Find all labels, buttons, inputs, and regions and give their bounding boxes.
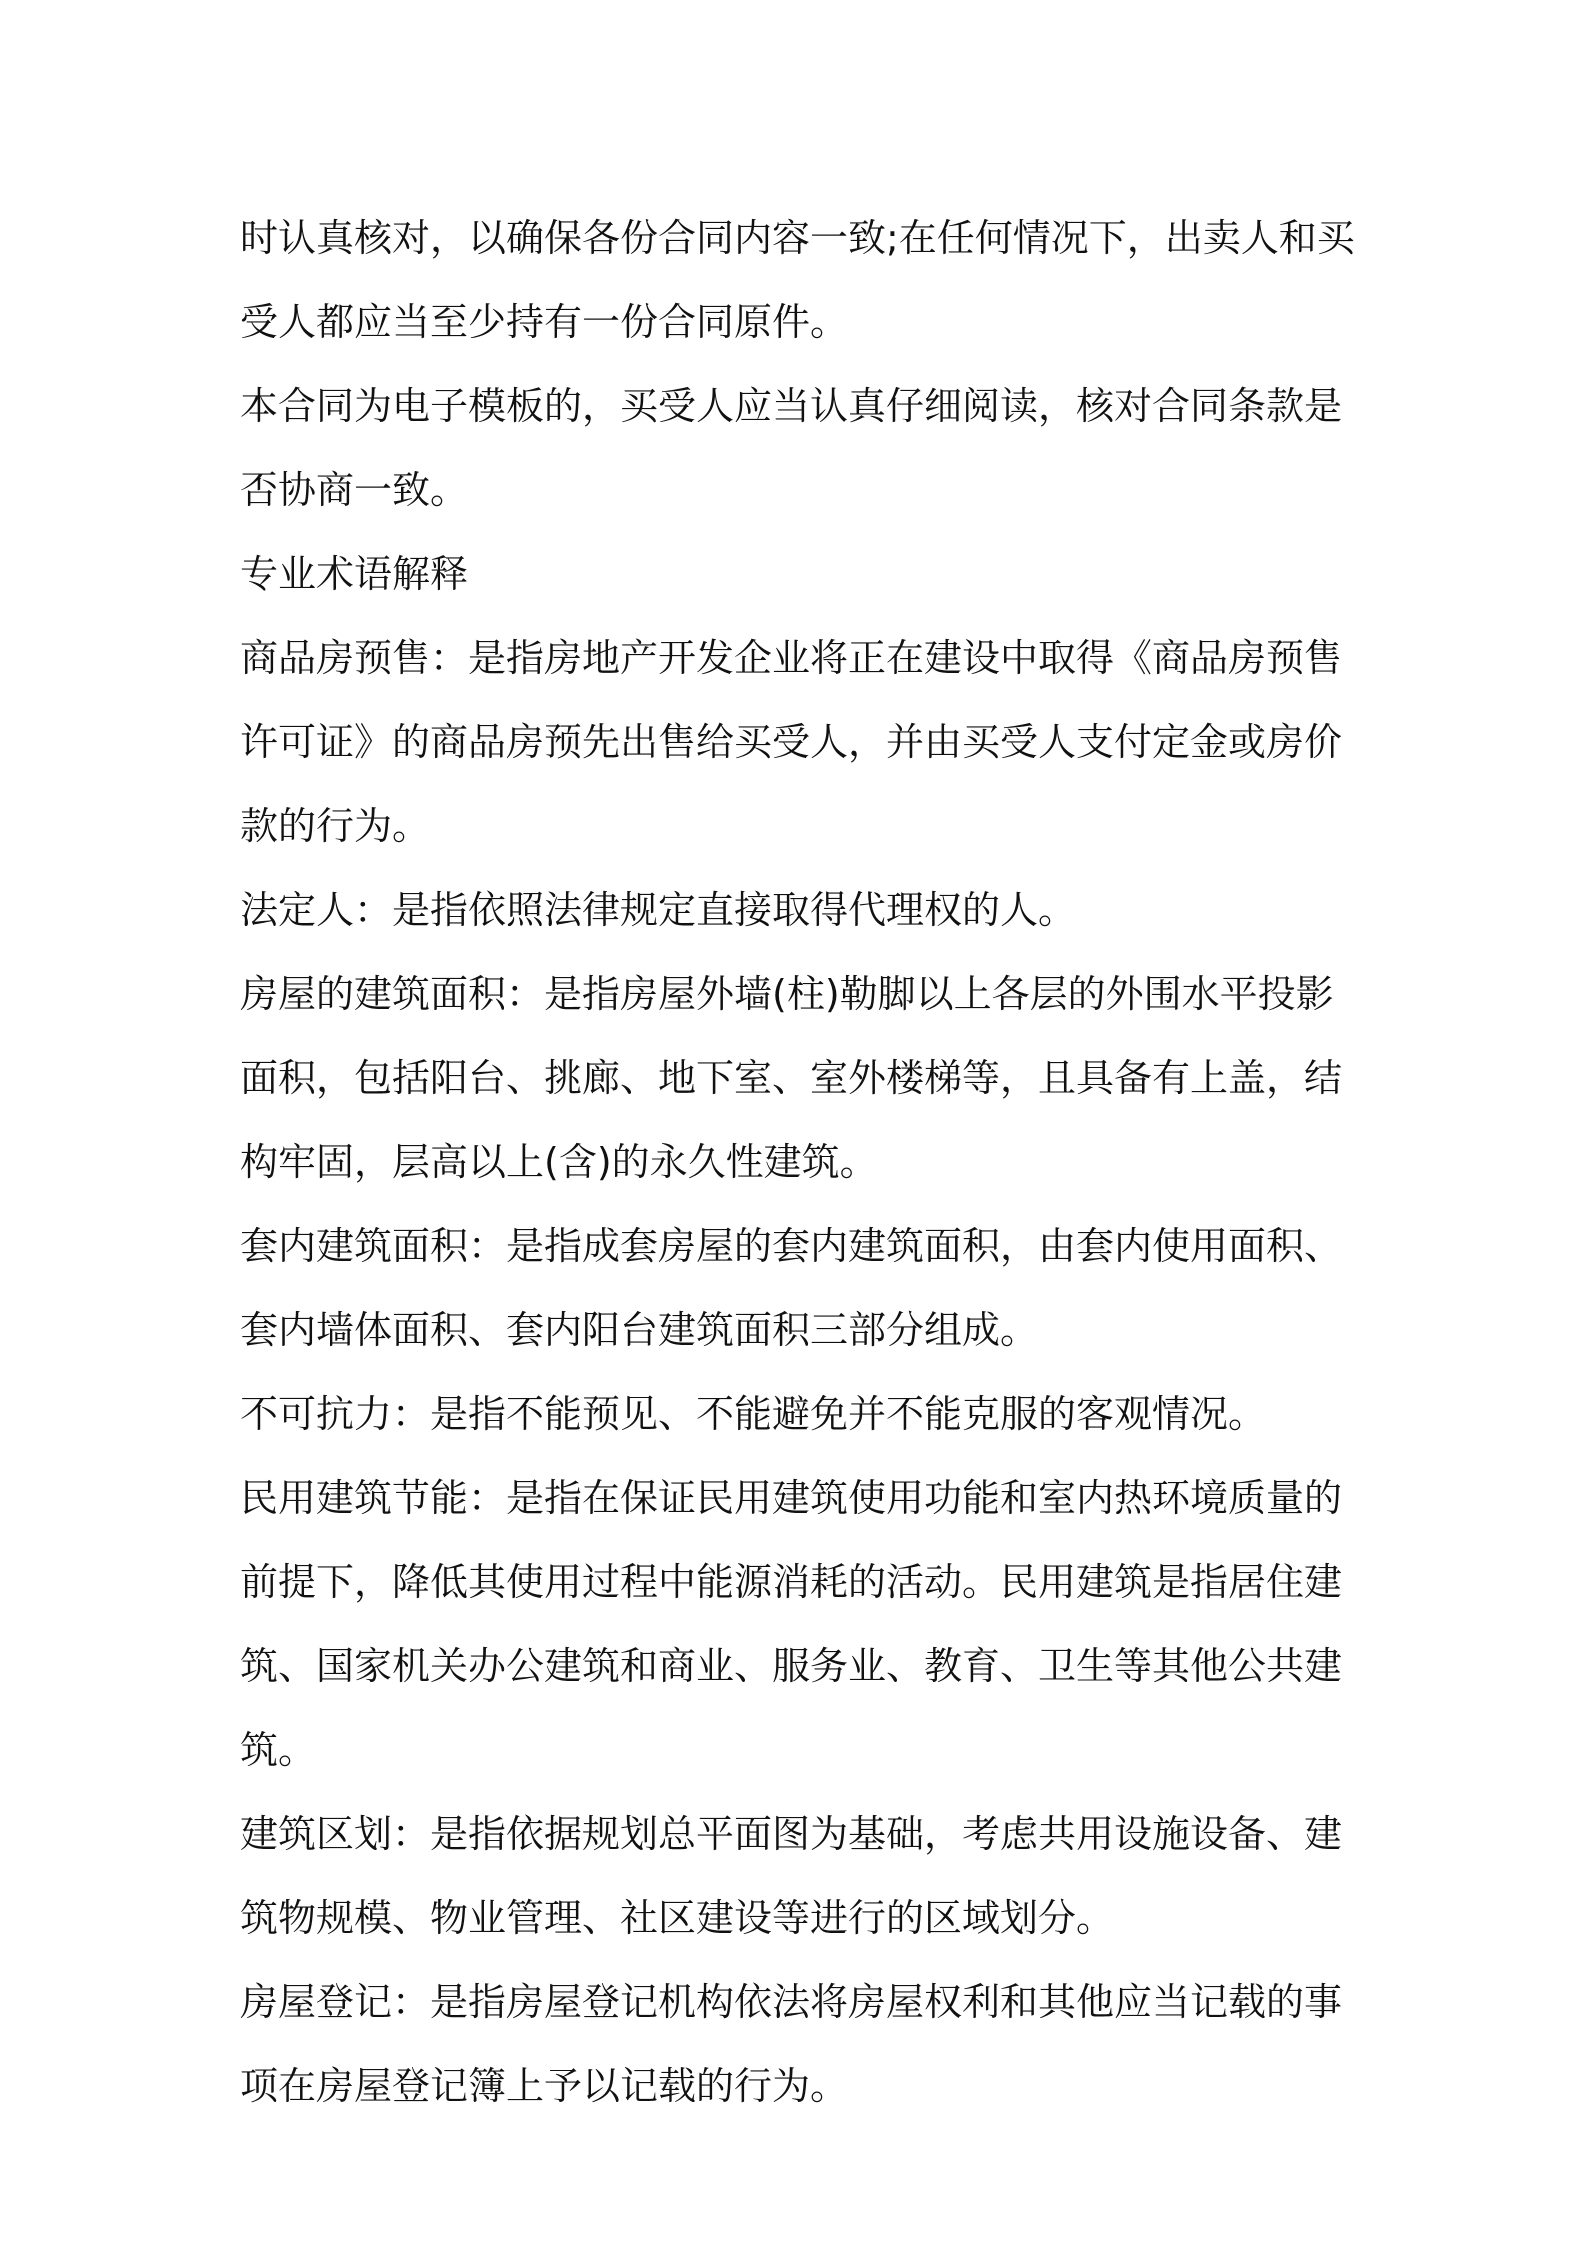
- term-presale: 商品房预售：是指房地产开发企业将正在建设中取得《商品房预售许可证》的商品房预先出售给买受人，并由买受人支付定金或房价款的行为。: [240, 636, 1343, 848]
- term-force-majeure: 不可抗力：是指不能预见、不能避免并不能克服的客观情况。: [240, 1392, 1267, 1436]
- term-building-zoning: 建筑区划：是指依据规划总平面图为基础，考虑共用设施设备、建筑物规模、物业管理、社区建设等进行的区域划分。: [240, 1812, 1343, 1940]
- paragraph-contract-copies: 时认真核对，以确保各份合同内容一致;在任何情况下，出卖人和买受人都应当至少持有一份合同原件。: [240, 216, 1355, 344]
- document-body: [240, 196, 1360, 2128]
- term-unit-area: 套内建筑面积：是指成套房屋的套内建筑面积，由套内使用面积、套内墙体面积、套内阳台建筑面积三部分组成。: [240, 1224, 1343, 1352]
- section-heading-terms: 专业术语解释: [240, 552, 469, 596]
- term-building-area: 房屋的建筑面积：是指房屋外墙(柱)勒脚以上各层的外围水平投影面积，包括阳台、挑廊、地下室、室外楼梯等，且具备有上盖，结构牢固，层高以上(含)的永久性建筑。: [240, 972, 1343, 1184]
- term-housing-registration: 房屋登记：是指房屋登记机构依法将房屋权利和其他应当记载的事项在房屋登记簿上予以记载的行为。: [240, 1980, 1343, 2108]
- paragraph-electronic-template: 本合同为电子模板的，买受人应当认真仔细阅读，核对合同条款是否协商一致。: [240, 384, 1343, 512]
- term-legal-agent: 法定人：是指依照法律规定直接取得代理权的人。: [240, 888, 1077, 932]
- term-energy-saving: 民用建筑节能：是指在保证民用建筑使用功能和室内热环境质量的前提下，降低其使用过程中能源消耗的活动。民用建筑是指居住建筑、国家机关办公建筑和商业、服务业、教育、卫生等其他公共建筑。: [240, 1476, 1343, 1772]
